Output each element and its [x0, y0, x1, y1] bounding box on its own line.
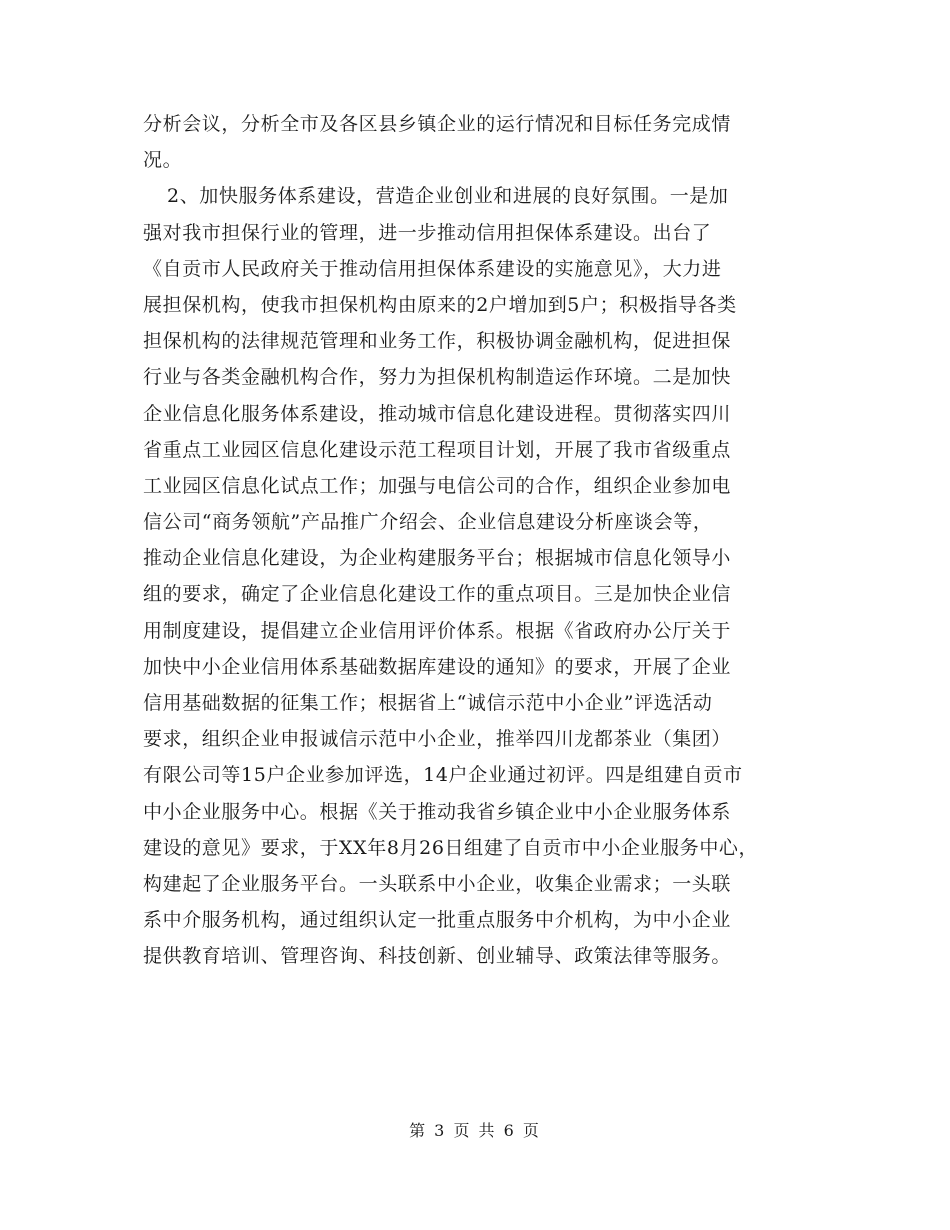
text-line-1: 分析会议，分析全市及各区县乡镇企业的运行情况和目标任务完成情 [143, 113, 732, 135]
text-line-10: 省重点工业园区信息化建设示范工程项目计划，开展了我市省级重点 [143, 438, 732, 461]
text-line-12: 信公司“商务领航”产品推广介绍会、企业信息建设分析座谈会等， [143, 511, 713, 534]
text-line-4: 强对我市担保行业的管理，进一步推动信用担保体系建设。出台了 [143, 221, 712, 244]
text-line-6: 展担保机构，使我市担保机构由原来的2户增加到5户；积极指导各类 [143, 293, 737, 316]
text-line-24: 提供教育培训、管理咨询、科技创新、创业辅导、政策法律等服务。 [143, 945, 732, 968]
text-line-18: 要求，组织企业申报诚信示范中小企业，推举四川龙都茶业（集团） [143, 728, 732, 751]
text-line-3: 2、加快服务体系建设，营造企业创业和进展的良好氛围。一是加 [167, 185, 729, 208]
text-line-8: 行业与各类金融机构合作，努力为担保机构制造运作环境。二是加快 [143, 366, 732, 389]
text-line-23: 系中介服务机构，通过组织认定一批重点服务中介机构，为中小企业 [143, 909, 732, 932]
page-number-footer: 第 3 页 共 6 页 [409, 1121, 541, 1140]
text-line-22: 构建起了企业服务平台。一头联系中小企业，收集企业需求；一头联 [143, 872, 732, 895]
text-line-7: 担保机构的法律规范管理和业务工作，积极协调金融机构，促进担保 [143, 330, 732, 353]
text-line-2: 况。 [143, 149, 183, 172]
text-line-16: 加快中小企业信用体系基础数据库建设的通知》的要求，开展了企业 [143, 655, 732, 678]
text-line-5: 《自贡市人民政府关于推动信用担保体系建设的实施意见》，大力进 [143, 257, 722, 280]
body-text [143, 106, 813, 975]
text-line-9: 企业信息化服务体系建设，推动城市信息化建设进程。贯彻落实四川 [143, 402, 732, 425]
text-line-19: 有限公司等15户企业参加评选，14户企业通过初评。四是组建自贡市 [143, 764, 743, 787]
text-line-17: 信用基础数据的征集工作；根据省上“诚信示范中小企业”评选活动 [143, 692, 713, 714]
text-line-14: 组的要求，确定了企业信息化建设工作的重点项目。三是加快企业信 [143, 583, 732, 606]
text-line-21: 建设的意见》要求，于XX年8月26日组建了自贡市中小企业服务中心， [143, 836, 759, 859]
text-line-15: 用制度建设，提倡建立企业信用评价体系。根据《省政府办公厅关于 [143, 619, 732, 642]
text-line-13: 推动企业信息化建设，为企业构建服务平台；根据城市信息化领导小 [143, 547, 732, 570]
text-line-20: 中小企业服务中心。根据《关于推动我省乡镇企业中小企业服务体系 [143, 800, 732, 823]
text-line-11: 工业园区信息化试点工作；加强与电信公司的合作，组织企业参加电 [143, 474, 732, 497]
